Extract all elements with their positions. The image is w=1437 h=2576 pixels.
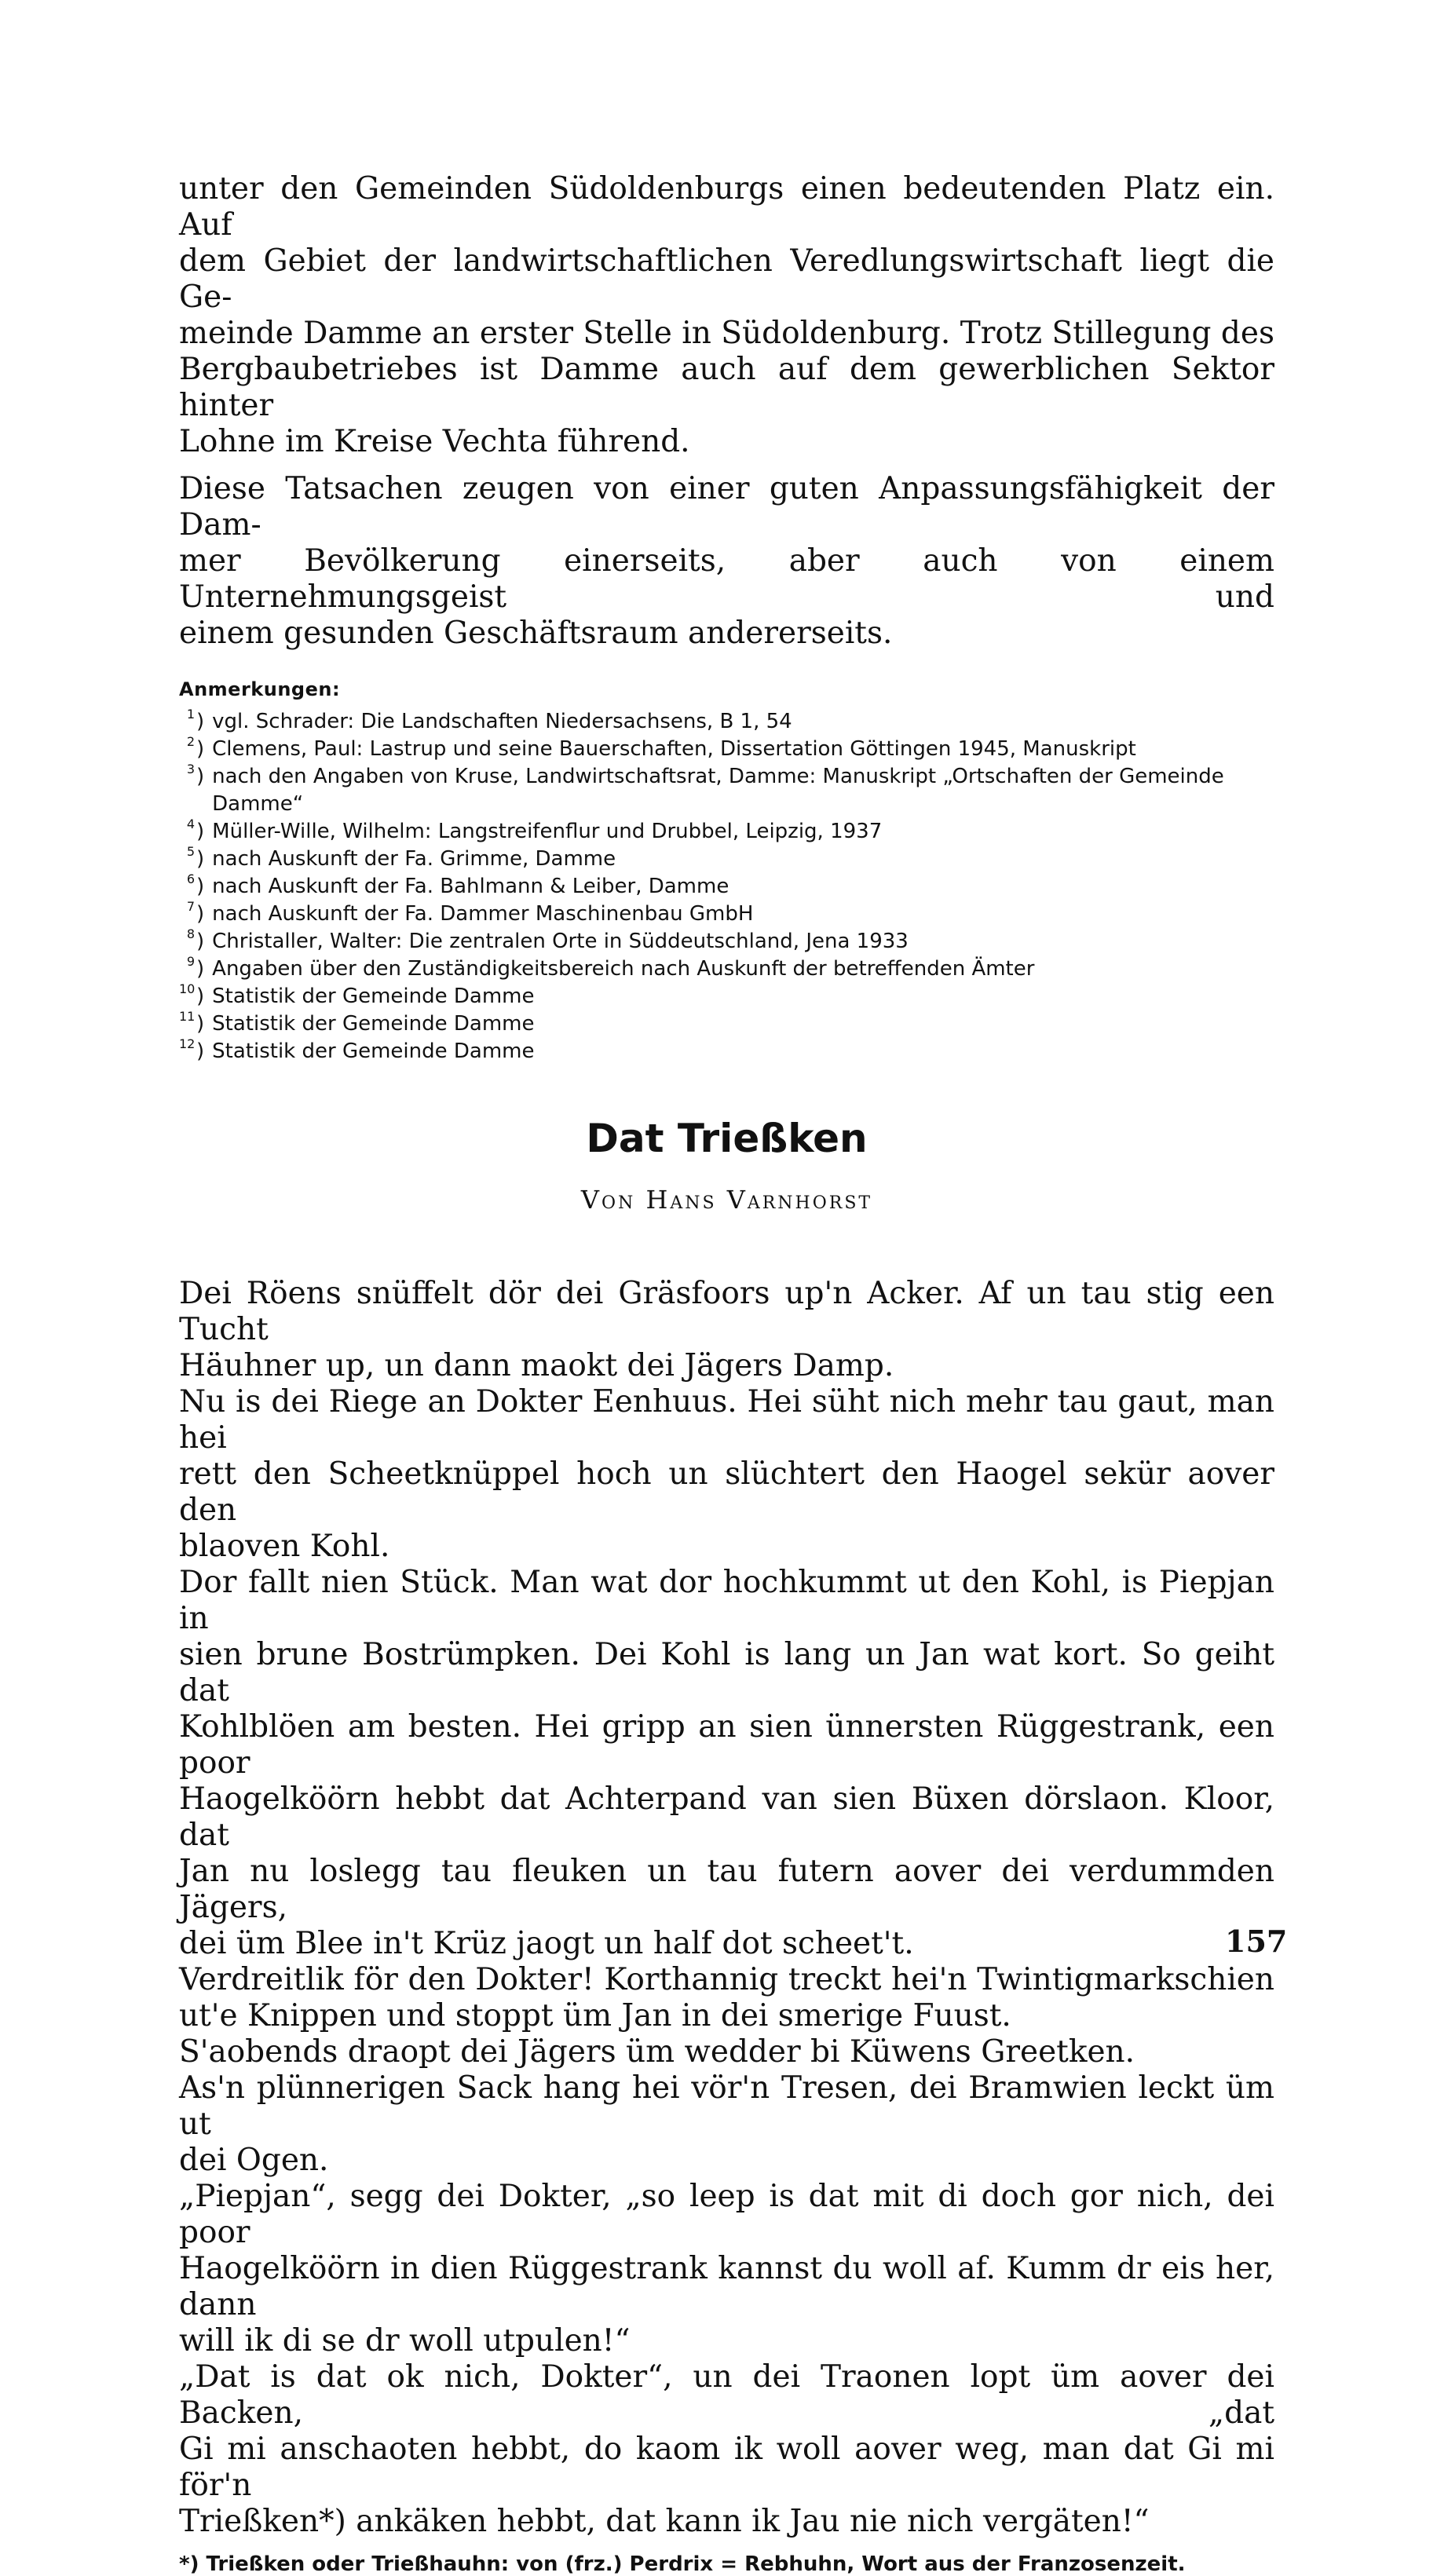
story-paragraph <box>179 1384 1274 1565</box>
story-line: dei Ogen. <box>179 2143 329 2178</box>
story-paragraph <box>179 1276 1274 1384</box>
note-item: 9 ) Angaben über den Zuständigkeitsbereich nach Auskunft der betreffenden Ämter <box>179 955 1274 983</box>
story-paragraph <box>179 2359 1274 2540</box>
note-item: 2 ) Clemens, Paul: Lastrup und seine Bauerschaften, Dissertation Göttingen 1945, Manuskript <box>179 736 1274 763</box>
note-item: 3 ) nach den Angaben von Kruse, Landwirtschaftsrat, Damme: Manuskript „Ortschaften der Gemeinde Damme“ <box>179 763 1274 818</box>
story-line: Haogelköörn hebbt dat Achterpand van sien Büxen dörslaon. Kloor, dat <box>179 1781 1274 1853</box>
story-line: will ik di se dr woll utpulen!“ <box>179 2323 631 2359</box>
story-line: Trießken*) ankäken hebbt, dat kann ik Jau nie nich vergäten!“ <box>179 2504 1150 2539</box>
story-line: Häuhner up, un dann maokt dei Jägers Damp. <box>179 1348 894 1383</box>
intro-paragraph <box>179 471 1274 652</box>
story-line: As'n plünnerigen Sack hang hei vör'n Tresen, dei Bramwien leckt üm ut <box>179 2070 1274 2142</box>
intro-line: mer Bevölkerung einerseits, aber auch von einem Unternehmungsgeist und <box>179 543 1274 615</box>
story-line: dei üm Blee in't Krüz jaogt un half dot scheet't. <box>179 1926 914 1961</box>
notes-heading: Anmerkungen: <box>179 678 341 700</box>
note-number: 11 <box>179 1009 196 1024</box>
note-number: 8 <box>186 926 195 941</box>
intro-section <box>179 171 1274 652</box>
note-item: 12 ) Statistik der Gemeinde Damme <box>179 1038 1274 1065</box>
story-paragraph <box>179 2070 1274 2179</box>
note-number: 6 <box>186 871 195 886</box>
story-byline: Von Hans Varnhorst <box>580 1185 873 1215</box>
intro-line: Lohne im Kreise Vechta führend. <box>179 424 690 459</box>
intro-line: dem Gebiet der landwirtschaftlichen Veredlungswirtschaft liegt die Ge- <box>179 243 1274 315</box>
intro-line: Bergbaubetriebes ist Damme auch auf dem gewerblichen Sektor hinter <box>179 352 1274 423</box>
story-body <box>179 1276 1274 2540</box>
story-line: „Piepjan“, segg dei Dokter, „so leep is dat mit di doch gor nich, dei poor <box>179 2179 1274 2250</box>
story-line: Jan nu loslegg tau fleuken un tau futern aover dei verdummden Jägers, <box>179 1854 1274 1925</box>
story-line: S'aobends draopt dei Jägers üm wedder bi Küwens Greetken. <box>179 2034 1135 2070</box>
story-footnote: *) Trießken oder Trießhauhn: von (frz.) Perdrix = Rebhuhn, Wort aus der Franzosenzeit. <box>179 2552 1186 2576</box>
note-text: Clemens, Paul: Lastrup und seine Bauerschaften, Dissertation Göttingen 1945, Manuskript <box>212 737 1136 761</box>
note-text: Statistik der Gemeinde Damme <box>212 1040 535 1063</box>
story-line: Haogelköörn in dien Rüggestrank kannst du woll af. Kumm dr eis her, dann <box>179 2251 1274 2322</box>
story-line: Verdreitlik för den Dokter! Korthannig treckt hei'n Twintigmarkschien <box>179 1962 1274 1997</box>
note-number: 10 <box>179 981 196 996</box>
note-item: 5 ) nach Auskunft der Fa. Grimme, Damme <box>179 846 1274 873</box>
story-paragraph <box>179 1565 1274 1962</box>
note-item: 7 ) nach Auskunft der Fa. Dammer Maschinenbau GmbH <box>179 901 1274 928</box>
intro-line: einem gesunden Geschäftsraum andererseits. <box>179 616 893 651</box>
story-line: Dor fallt nien Stück. Man wat dor hochkummt ut den Kohl, is Piepjan in <box>179 1565 1274 1636</box>
story-line: sien brune Bostrümpken. Dei Kohl is lang un Jan wat kort. So geiht dat <box>179 1637 1274 1708</box>
note-number: 2 <box>186 734 195 749</box>
note-item: 11 ) Statistik der Gemeinde Damme <box>179 1010 1274 1038</box>
note-text: nach Auskunft der Fa. Grimme, Damme <box>212 847 616 871</box>
note-text: nach Auskunft der Fa. Dammer Maschinenbau GmbH <box>212 902 754 926</box>
story-line: rett den Scheetknüppel hoch un slüchtert den Haogel sekür aover den <box>179 1456 1274 1528</box>
note-text: Christaller, Walter: Die zentralen Orte in Süddeutschland, Jena 1933 <box>212 930 909 953</box>
note-number: 5 <box>186 844 195 859</box>
page-number: 157 <box>1225 1924 1288 1959</box>
intro-line: unter den Gemeinden Südoldenburgs einen bedeutenden Platz ein. Auf <box>179 171 1274 243</box>
story-line: ut'e Knippen und stoppt üm Jan in dei smerige Fuust. <box>179 1998 1011 2033</box>
note-text: nach den Angaben von Kruse, Landwirtschaftsrat, Damme: Manuskript „Ortschaften der Gemeinde Damme“ <box>212 765 1224 816</box>
story-line: Gi mi anschaoten hebbt, do kaom ik woll aover weg, man dat Gi mi för'n <box>179 2432 1274 2503</box>
note-text: nach Auskunft der Fa. Bahlmann & Leiber, Damme <box>212 875 729 898</box>
note-text: Angaben über den Zuständigkeitsbereich nach Auskunft der betreffenden Ämter <box>212 957 1035 981</box>
page-content <box>179 171 1274 2576</box>
note-number: 1 <box>186 707 195 722</box>
intro-line: meinde Damme an erster Stelle in Südoldenburg. Trotz Stillegung des <box>179 316 1274 351</box>
note-item: 6 ) nach Auskunft der Fa. Bahlmann & Leiber, Damme <box>179 873 1274 901</box>
story-line: „Dat is dat ok nich, Dokter“, un dei Traonen lopt üm aover dei Backen, „dat <box>179 2359 1274 2431</box>
note-text: Statistik der Gemeinde Damme <box>212 985 535 1008</box>
story-line: blaoven Kohl. <box>179 1529 390 1564</box>
note-number: 3 <box>186 762 195 776</box>
note-text: Müller-Wille, Wilhelm: Langstreifenflur und Drubbel, Leipzig, 1937 <box>212 820 883 843</box>
note-item: 1 ) vgl. Schrader: Die Landschaften Niedersachsens, B 1, 54 <box>179 708 1274 736</box>
note-number: 4 <box>186 817 195 831</box>
note-item: 4 ) Müller-Wille, Wilhelm: Langstreifenflur und Drubbel, Leipzig, 1937 <box>179 818 1274 846</box>
story-title: Dat Trießken <box>586 1116 868 1161</box>
note-text: Statistik der Gemeinde Damme <box>212 1012 535 1036</box>
notes-list <box>179 708 1274 1065</box>
story-paragraph <box>179 2034 1274 2070</box>
note-number: 12 <box>179 1036 196 1051</box>
story-line: Nu is dei Riege an Dokter Eenhuus. Hei süht nich mehr tau gaut, man hei <box>179 1384 1274 1456</box>
story-line: Dei Röens snüffelt dör dei Gräsfoors up'n Acker. Af un tau stig een Tucht <box>179 1276 1274 1347</box>
story-line: Kohlblöen am besten. Hei gripp an sien ünnersten Rüggestrank, een poor <box>179 1709 1274 1781</box>
intro-paragraph <box>179 171 1274 460</box>
note-text: vgl. Schrader: Die Landschaften Niedersachsens, B 1, 54 <box>212 710 792 733</box>
story-paragraph <box>179 2179 1274 2359</box>
note-number: 7 <box>186 899 195 914</box>
story-paragraph <box>179 1962 1274 2034</box>
intro-line: Diese Tatsachen zeugen von einer guten Anpassungsfähigkeit der Dam- <box>179 471 1274 543</box>
note-item: 8 ) Christaller, Walter: Die zentralen Orte in Süddeutschland, Jena 1933 <box>179 928 1274 955</box>
note-item: 10 ) Statistik der Gemeinde Damme <box>179 983 1274 1010</box>
note-number: 9 <box>186 954 195 969</box>
